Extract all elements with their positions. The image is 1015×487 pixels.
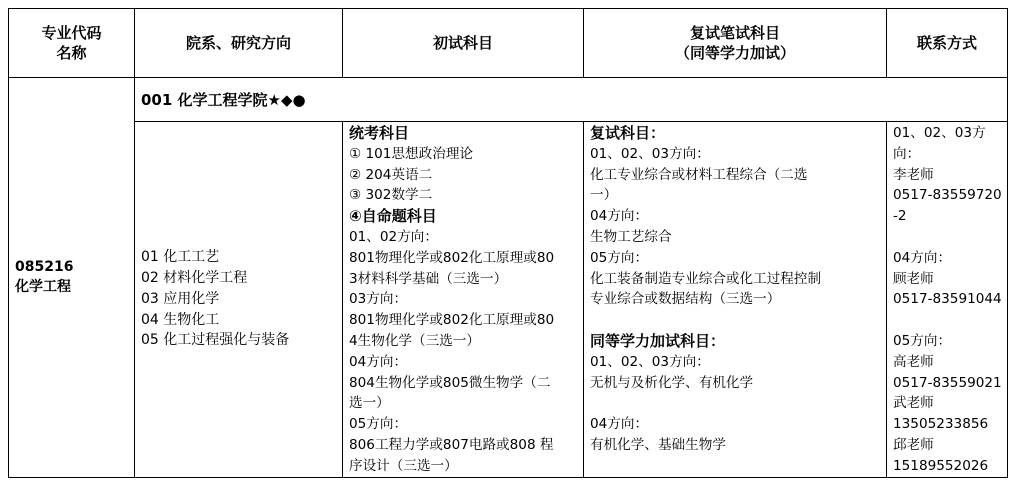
contact-line: 高老师 xyxy=(893,353,934,370)
contact-line: 04方向： xyxy=(893,249,952,266)
contact-line: -2 xyxy=(893,208,907,225)
prelim-detail: 05方向： xyxy=(349,416,408,433)
admissions-table xyxy=(8,8,1008,478)
direction-item: 02 材料化学工程 xyxy=(141,270,248,287)
spacer xyxy=(590,393,880,414)
prelim-detail: 03方向： xyxy=(349,291,408,308)
prelim-subjects-cell xyxy=(343,122,584,478)
prelim-detail: 选一） xyxy=(349,395,390,412)
direction-item: 01 化工工艺 xyxy=(141,249,220,266)
contact-line: 0517-83591044 xyxy=(893,291,1002,308)
prelim-subheading: ④自命题科目 xyxy=(349,207,437,226)
contact-line: 武老师 xyxy=(893,395,934,412)
retest-line: 专业综合或数据结构（三选一） xyxy=(590,291,781,308)
retest-line: 05方向： xyxy=(590,249,649,266)
directions-cell xyxy=(135,122,343,478)
contact-line: 05方向： xyxy=(893,332,952,349)
prelim-detail: 04方向： xyxy=(349,353,408,370)
contact-line: 15189552026 xyxy=(893,457,989,474)
contact-cell xyxy=(887,122,1008,478)
contact-line: 0517-83559021 xyxy=(893,374,1002,391)
direction-item: 04 生物化工 xyxy=(141,311,220,328)
header-retest-subjects xyxy=(584,9,887,78)
header-retest-line2: （同等学力加试） xyxy=(674,44,795,62)
retest-line: 04方向： xyxy=(590,208,649,225)
header-contact: 联系方式 xyxy=(887,9,1008,78)
contact-line: 13505233856 xyxy=(893,416,989,433)
retest-heading: 复试科目： xyxy=(590,124,666,142)
retest-line: 生物工艺综合 xyxy=(590,228,672,245)
contact-line: 李老师 xyxy=(893,166,934,183)
department-name: 001 化学工程学院★◆● xyxy=(135,78,1008,122)
prelim-detail: 4生物化学（三选一） xyxy=(349,332,480,349)
major-code: 085216 xyxy=(15,259,74,276)
prelim-detail: 801物理化学或802化工原理或80 xyxy=(349,249,555,266)
equivalent-exam-line: 无机与及析化学、有机化学 xyxy=(590,374,754,391)
retest-line: 一） xyxy=(590,187,618,204)
contact-line: 邱老师 xyxy=(893,436,934,453)
spacer xyxy=(590,310,880,331)
header-retest-line1: 复试笔试科目 xyxy=(689,24,780,42)
prelim-line: ③ 302数学二 xyxy=(349,187,433,204)
contact-line: 顾老师 xyxy=(893,270,934,287)
retest-line: 化工装备制造专业综合或化工过程控制 xyxy=(590,270,822,287)
direction-item: 05 化工过程强化与装备 xyxy=(141,332,290,349)
direction-item: 03 应用化学 xyxy=(141,290,220,307)
prelim-detail: 806工程力学或807电路或808 程 xyxy=(349,436,554,453)
major-name: 化学工程 xyxy=(15,279,71,296)
major-row xyxy=(9,122,1008,478)
prelim-detail: 01、02方向： xyxy=(349,228,438,245)
prelim-detail: 3材料科学基础（三选一） xyxy=(349,270,508,287)
prelim-line: ② 204英语二 xyxy=(349,166,433,183)
header-row xyxy=(9,9,1008,78)
header-code-name-line2: 名称 xyxy=(56,44,87,62)
prelim-detail: 804生物化学或805微生物学（二 xyxy=(349,374,551,391)
prelim-line: ① 101思想政治理论 xyxy=(349,145,474,162)
contact-line: 0517-83559720 xyxy=(893,187,1002,204)
retest-subjects-cell xyxy=(584,122,887,478)
prelim-detail: 801物理化学或802化工原理或80 xyxy=(349,312,555,329)
equivalent-exam-line: 01、02、03方向： xyxy=(590,353,710,370)
equivalent-exam-line: 04方向： xyxy=(590,416,649,433)
equivalent-exam-line: 有机化学、基础生物学 xyxy=(590,436,726,453)
header-prelim-subjects: 初试科目 xyxy=(343,9,584,78)
equivalent-exam-heading: 同等学力加试科目： xyxy=(590,331,726,350)
spacer xyxy=(893,310,1001,331)
prelim-detail: 序设计（三选一） xyxy=(349,457,458,474)
contact-line: 01、02、03方 xyxy=(893,125,986,141)
header-code-name xyxy=(9,9,135,78)
prelim-heading: 统考科目 xyxy=(349,124,410,142)
contact-line: 向： xyxy=(893,145,921,162)
spacer xyxy=(893,227,1001,248)
header-code-name-line1: 专业代码 xyxy=(41,24,102,42)
retest-line: 化工专业综合或材料工程综合（二选 xyxy=(590,166,808,183)
department-row xyxy=(9,78,1008,122)
major-code-cell xyxy=(9,78,135,478)
retest-line: 01、02、03方向： xyxy=(590,145,710,162)
header-department: 院系、研究方向 xyxy=(135,9,343,78)
